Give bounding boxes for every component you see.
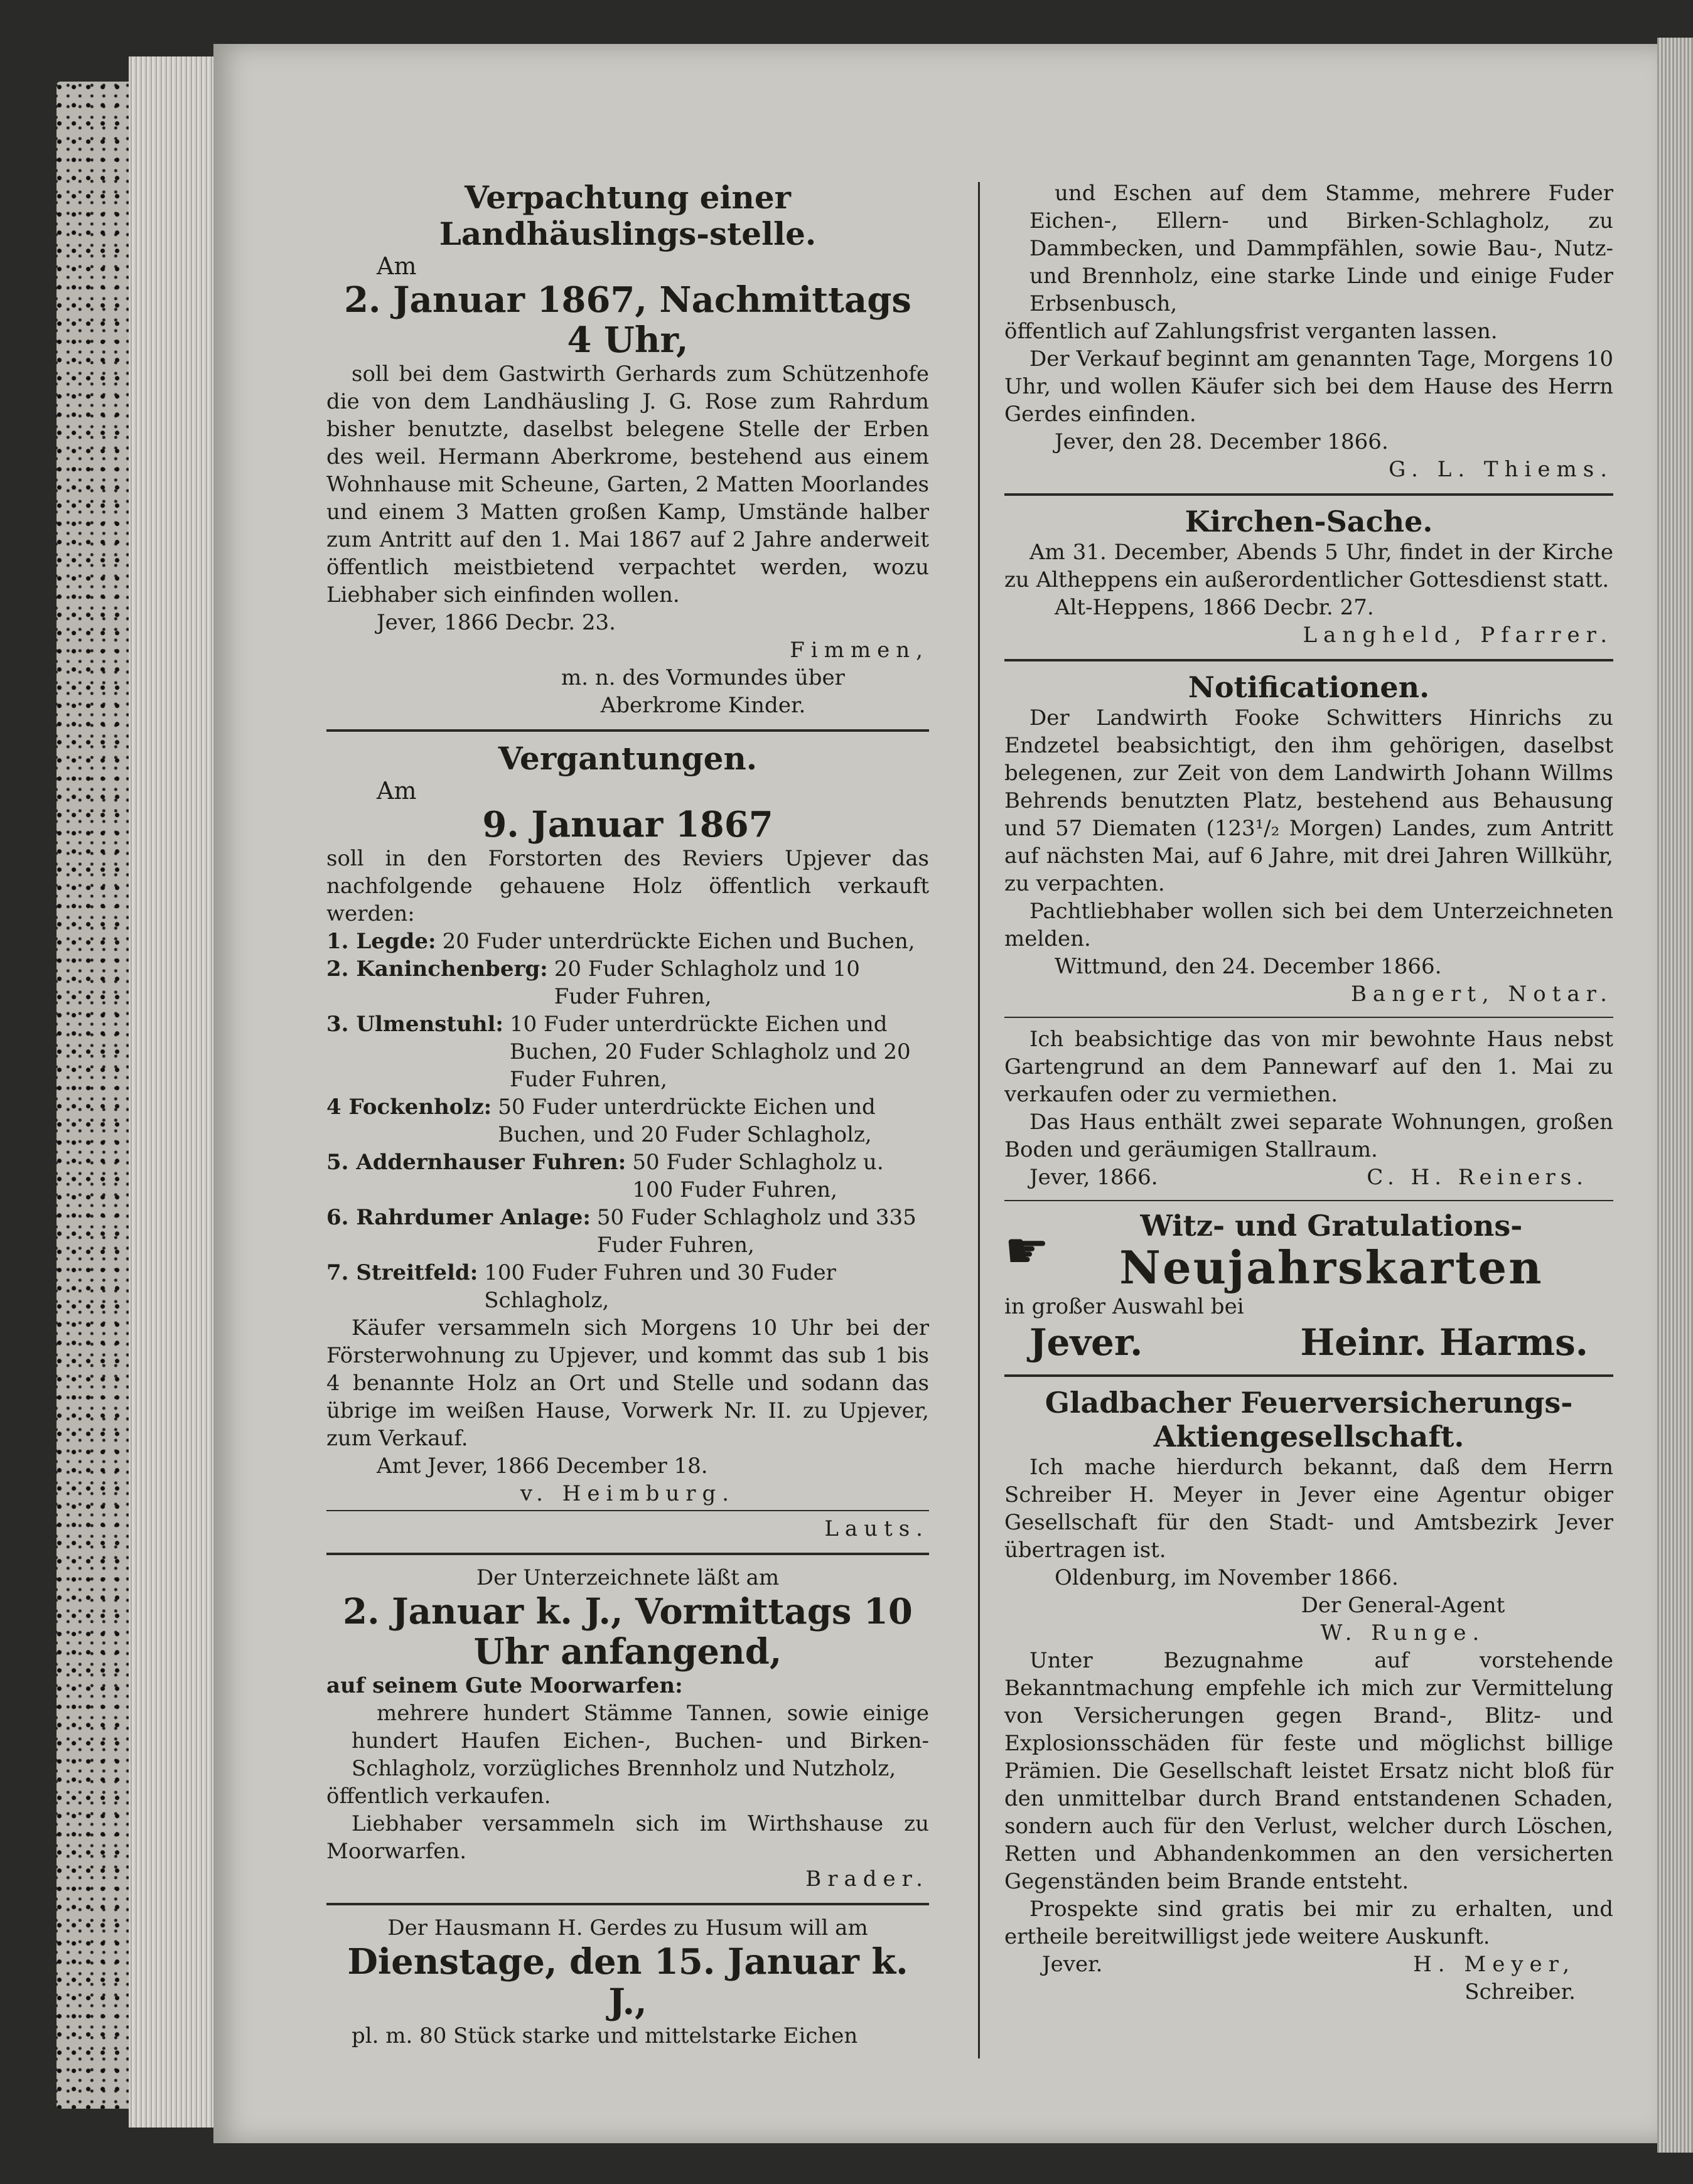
list-item [326,1010,929,1093]
ad-heading: Kirchen-Sache. [1185,505,1433,538]
ad-signature: W. Runge. [1320,1620,1486,1646]
ad-heading: Notificationen. [1188,670,1430,704]
ad-body: Am 31. December, Abends 5 Uhr, findet in der Kirche zu Altheppens ein außerordentlicher Gottesdienst statt. [1004,540,1613,592]
list-item-key: 5. Addernhauser Fuhren: [326,1150,626,1175]
ad-signature: G. L. Thiems. [1389,457,1613,482]
ad-body: Prospekte sind gratis bei mir zu erhalten, und ertheile bereitwilligst jede weitere Auskunft. [1004,1897,1613,1949]
ad-place: Jever, den 28. December 1866. [1055,429,1389,454]
ad-moorwarfen [326,1560,929,1899]
ad-signature-note: m. n. des Vormundes über [561,665,845,690]
ad-body: und Eschen auf dem Stamme, mehrere Fuder Eichen-, Ellern- und Birken-Schlagholz, zu Dammbecken, und Dammpfählen, sowie Bau-, Nutz- und Brennholz, eine starke Linde und einige Fuder Erbsenbusch, [1029,181,1613,316]
ad-am: Am [377,252,417,280]
ad-kirchen-sache [1004,501,1613,655]
ad-reiners [1004,1022,1613,1197]
ad-separator [1004,1200,1613,1201]
ad-name: Heinr. Harms. [1300,1321,1588,1364]
ad-separator [326,1553,929,1555]
ad-date: 9. Januar 1867 [482,804,773,845]
list-item-value: 20 Fuder unterdrückte Eichen und Buchen, [442,929,915,954]
list-item [326,1093,929,1148]
ad-heading: Vergantungen. [498,740,758,777]
ad-date: 2. Januar 1867, Nachmittags 4 Uhr, [344,279,911,361]
ad-estate-line: auf seinem Gute Moorwarfen: [326,1673,683,1698]
ad-signature: H. Meyer, [1413,1952,1576,1977]
list-item-value: 50 Fuder Schlagholz und 335 Fuder Fuhren, [596,1205,916,1258]
ad-place: Wittmund, den 24. December 1866. [1055,954,1442,979]
list-item [326,955,929,1010]
ad-signature: Der General-Agent [1301,1593,1505,1618]
next-page-edge [1657,38,1693,2153]
ad-signature: Brader. [805,1866,929,1892]
ad-body: Der Landwirth Fooke Schwitters Hinrichs zu Endzetel beabsichtigt, den ihm gehörigen, daselbst belegenen, zur Zeit von dem Landwirth Johann Willms Behrends benutzten Platz, bestehend aus Behausung und 57 Diematen (123¹/₂ Morgen) Landes, zum Antritt auf nächsten Mai, auf 6 Jahre, mit drei Jahren Willkühr, zu verpachten. [1004,705,1613,896]
column-divider [978,182,980,2058]
ad-notificationen [1004,666,1613,1014]
right-column [1004,176,1613,2012]
left-column [326,176,929,2056]
ad-gerdes-continued [1004,176,1613,490]
list-item-key: 3. Ulmenstuhl: [326,1012,503,1037]
ad-body: pl. m. 80 Stück starke und mittelstarke Eichen [352,2023,858,2048]
ad-body: Liebhaber versammeln sich im Wirthshause zu Moorwarfen. [326,1811,929,1864]
ad-signature: Bangert, Notar. [1350,982,1613,1007]
ad-separator [1004,1374,1613,1377]
ad-neujahrskarten [1004,1205,1613,1371]
ad-heading-large: Neujahrskarten [1119,1241,1544,1294]
list-item-key: 4 Fockenholz: [326,1095,492,1120]
ad-separator [326,1903,929,1905]
ad-heading: Witz- und Gratulations- [1140,1209,1523,1243]
ad-place: Jever, 1866. [1029,1165,1158,1190]
ad-gladbacher [1004,1382,1613,2012]
ad-body: Ich mache hierdurch bekannt, daß dem Herrn Schreiber H. Meyer in Jever eine Agentur obiger Gesellschaft für den Stadt- und Amtsbezirk Jever übertragen ist. [1004,1455,1613,1563]
ad-place: Amt Jever, 1866 December 18. [377,1453,708,1479]
ad-place: Oldenburg, im November 1866. [1055,1565,1399,1590]
list-item-value: 100 Fuder Fuhren und 30 Fuder Schlagholz, [484,1260,836,1313]
ad-body: Pachtliebhaber wollen sich bei dem Unterzeichneten melden. [1004,899,1613,951]
ad-body: Das Haus enthält zwei separate Wohnungen, großen Boden und geräumigen Stallraum. [1004,1110,1613,1162]
pointing-hand-icon: ☛ [1004,1221,1050,1280]
ad-date: 2. Januar k. J., Vormittags 10 Uhr anfangend, [343,1591,913,1673]
list-item-value: 50 Fuder Schlagholz u. 100 Fuder Fuhren, [632,1150,884,1202]
list-item-value: 50 Fuder unterdrückte Eichen und Buchen, und 20 Fuder Schlagholz, [498,1095,876,1147]
list-item-key: 1. Legde: [326,929,436,954]
ad-items: mehrere hundert Stämme Tannen, sowie einige hundert Haufen Eichen-, Buchen- und Birken-Schlagholz, vorzügliches Brennholz und Nutzholz, [352,1701,929,1781]
ad-separator [326,729,929,732]
list-item [326,1204,929,1259]
list-item-value: 20 Fuder Schlagholz und 10 Fuder Fuhren, [554,956,860,1009]
ad-signature: v. Heimburg. [520,1481,736,1506]
list-item-value: 10 Fuder unterdrückte Eichen und Buchen, 20 Fuder Schlagholz und 20 Fuder Fuhren, [509,1012,911,1092]
ad-date: Dienstage, den 15. Januar k. J., [347,1941,908,2023]
ad-body: Käufer versammeln sich Morgens 10 Uhr bei der Försterwohnung zu Upjever, und kommt das sub 1 bis 4 benannte Holz an Ort und Stelle und sodann das übrige im weißen Hause, Vorwerk Nr. II. zu Upjever, zum Verkauf. [326,1315,929,1451]
ad-intro: soll in den Forstorten des Reviers Upjever das nachfolgende gehauene Holz öffentlich verkauft werden: [326,846,929,926]
list-item [326,1259,929,1314]
ad-signature: Schreiber. [1465,1979,1576,2005]
list-item-key: 6. Rahrdumer Anlage: [326,1205,591,1230]
ad-body: Der Verkauf beginnt am genannten Tage, Morgens 10 Uhr, und wollen Käufer sich bei dem Hause des Herrn Gerdes einfinden. [1004,346,1613,427]
list-item-key: 2. Kaninchenberg: [326,956,548,982]
ad-verpachtung [326,176,929,725]
ad-body: Unter Bezugnahme auf vorstehende Bekanntmachung empfehle ich mich zur Vermittelung von Versicherungen gegen Brand-, Blitz- und Explosionsschäden für feste und möglichst billige Prämien. Die Gesellschaft leistet Ersatz nicht bloß für den unmittelbar durch Brand entstandenen Schaden, sondern auch für den Verlust, welcher durch Löschen, Retten und Abhandenkommen an den versicherten Gegenständen beim Brande entsteht. [1004,1648,1613,1894]
ad-separator [1004,659,1613,661]
list-item-key: 7. Streitfeld: [326,1260,478,1285]
ad-am: Am [377,777,417,805]
ad-place: Jever. [1042,1952,1103,1977]
ad-heading: Gladbacher Feuerversicherungs-Aktiengesellschaft. [1045,1386,1573,1453]
page-stack-edges [129,56,223,2128]
ad-place: Alt-Heppens, 1866 Decbr. 27. [1055,595,1374,620]
ad-body: in großer Auswahl bei [1004,1294,1244,1319]
ad-signature: C. H. Reiners. [1367,1165,1588,1190]
ad-sell: öffentlich auf Zahlungsfrist verganten lassen. [1004,319,1498,344]
ad-intro: Der Hausmann H. Gerdes zu Husum will am [387,1915,868,1940]
ad-separator [1004,493,1613,496]
ad-body: Ich beabsichtige das von mir bewohnte Haus nebst Gartengrund an dem Pannewarf auf den 1. Mai zu verkaufen oder zu vermiethen. [1004,1027,1613,1107]
ad-signature: Fimmen, [790,638,929,663]
ad-separator [1004,1017,1613,1018]
ad-place: Jever. [1029,1321,1143,1364]
ad-gerdes [326,1910,929,2056]
ad-signature: Langheld, Pfarrer. [1303,623,1613,648]
signature-rule [326,1510,929,1511]
ad-intro: Der Unterzeichnete läßt am [476,1565,780,1590]
ad-heading: Verpachtung einer Landhäuslings-stelle. [439,179,817,252]
ad-vergantungen [326,737,929,1549]
ad-signature-note: Aberkrome Kinder. [600,693,806,718]
ad-sell: öffentlich verkaufen. [326,1784,551,1809]
list-item [326,1148,929,1204]
ad-place: Jever, 1866 Decbr. 23. [377,610,616,635]
ad-body: soll bei dem Gastwirth Gerhards zum Schützenhofe die von dem Landhäusling J. G. Rose zum Rahrdum bisher benutzte, daselbst belegene Stelle der Erben des weil. Hermann Aberkrome, bestehend aus einem Wohnhause mit Scheune, Garten, 2 Matten Moorlandes und einem 3 Matten großen Kamp, Umstände halber zum Antritt auf den 1. Mai 1867 auf 2 Jahre anderweit öffentlich meistbietend verpachtet werden, wozu Liebhaber sich einfinden wollen. [326,361,929,608]
ad-signature: Lauts. [824,1516,929,1541]
list-item [326,928,929,955]
